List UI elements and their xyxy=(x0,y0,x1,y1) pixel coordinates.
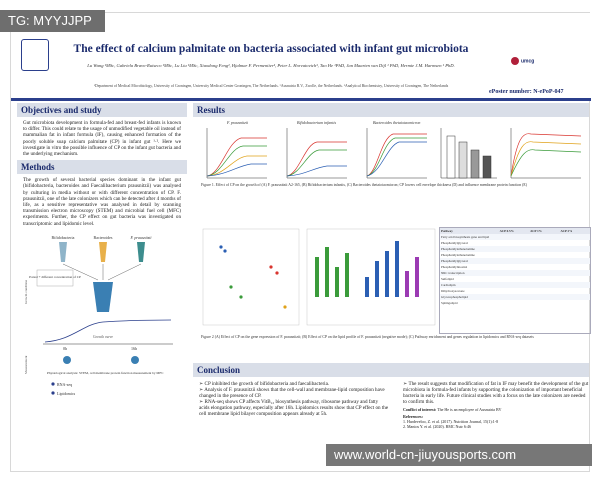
panel-a-title: F. prausnitzii xyxy=(227,120,249,125)
table-header-row xyxy=(440,228,590,234)
poster-authors: Lu Wang ¹MSc, Gabriela Bravo-Ruiseco ¹MSc, Lu Liu ¹MSc, Xiaodong Feng², Hjalmar F. Permentier³, Peter L. Horvatovich³, Tao He ¹PhD, Jan Maarten van Dijl ¹ PhD, Hermie J.M. Harmsen ¹ PhD. xyxy=(87,63,455,68)
panel-c xyxy=(367,120,427,178)
tube-icon xyxy=(137,242,145,262)
results-section xyxy=(193,103,589,117)
conclusion-bullets xyxy=(199,381,389,418)
data-point xyxy=(283,305,286,308)
side-label-measurement: Measurement xyxy=(24,355,28,374)
data-point xyxy=(275,271,278,274)
bullet-dot-icon xyxy=(51,391,54,394)
university-logo-icon xyxy=(21,39,49,71)
bar xyxy=(385,251,389,297)
curve-series xyxy=(511,134,581,176)
poster-affiliations: ¹Department of Medical Microbiology, University of Groningen, University Medical Center Groningen, The Netherlands. ²Ausnutria B.V., Zwolle, the Netherlands. ³Analytical Biochemistry, University of Groningen, The Netherlands xyxy=(93,84,449,88)
pca-plot xyxy=(203,229,299,325)
conclusion-bullet: ➢ CP inhibited the growth of bifidobacteria and faecalibacteria. xyxy=(199,381,330,387)
data-point xyxy=(269,265,272,268)
panel-a xyxy=(207,120,267,178)
flask-icon xyxy=(93,282,113,312)
references xyxy=(403,414,589,429)
curve-series xyxy=(287,142,347,176)
method-label-bifido: Bifidobacteria xyxy=(51,234,75,240)
curve-series xyxy=(287,150,347,176)
bar xyxy=(325,247,329,297)
data-point xyxy=(223,249,226,252)
poster-number: ePoster number: N-ePoP-047 xyxy=(489,89,564,95)
table-header-cell: ΔCP 1% xyxy=(530,229,542,233)
conclusion-bullet: ➢ Analysis of F. prausnitzii shows that the cell-wall and membrane-lipid composition have changed in the presence of CP. xyxy=(199,387,385,400)
conclusion-bullet-text: CP inhibited the growth of bifidobacteria and faecalibacteria. xyxy=(204,381,330,387)
table-row: Fatty acid biosynthesis gene and lipid xyxy=(440,234,590,240)
conclusion-section xyxy=(193,363,589,377)
methods-text: The growth of several bacterial species dominant in the infant gut (bifidobacteria, bacteroides and Faecalibacterium prausnitzii) was analysed by culturing in media without or with different concentration of CP. F. prausnitzii, one of the late colonizers which can be detected after 4 months of life, as a sensitive representative was analysed in detail by scanning transmission electron microscopy (STEM) and microbial fuel cell (MFC) experiments. Further, the CP effect on gut bacteria was investigated on transcriptomic and lipidomic level. xyxy=(23,177,181,227)
umcg-logo-icon xyxy=(511,57,519,65)
bullet-dot-icon xyxy=(51,382,54,385)
curve-series xyxy=(287,166,347,176)
table-row: Phosphatidylglycerol xyxy=(440,258,590,264)
table-header-cell: ΔCP 2% xyxy=(560,229,573,233)
cell-icon xyxy=(131,356,139,364)
results-figure-1 xyxy=(201,118,587,210)
bar xyxy=(459,142,467,178)
conclusion-summary-text: The result suggests that modification of fat in IF may benefit the development of the gut microbiota in formula-fed infants by supporting the colonization of important beneficial bacteria in early life. Future clinical studies with a focus on the late colonizers are needed to confirm this. xyxy=(403,381,589,406)
conclusion-bullet-text: Analysis of F. prausnitzii shows that the cell-wall and membrane-lipid composition have changed in the presence of CP. xyxy=(199,387,385,400)
arrow-line xyxy=(108,264,141,280)
figure-1-caption: Figure 1. Effect of CP on the growth of (A) F. prausnitzii A2-165, (B) Bifidobacterium infantis, (C) Bacteroides thetaiotaomicron; CP lowers cell envelope thickness (D) and influence membrane protein function (E) xyxy=(201,183,528,187)
panel-d xyxy=(441,128,497,178)
panel-b xyxy=(287,120,347,178)
reference-item: 2. Manios Y. et al. (2020). BMC Nutr 6:46 xyxy=(403,424,471,430)
bullet-physiology: Physiological analysis: STEM, cell membrane protein function measurement by MFC xyxy=(47,370,164,375)
conclusion-right xyxy=(403,381,589,429)
method-label-bacteroides: Bacteroides xyxy=(93,234,113,240)
table-row: Phosphatidylglycerol xyxy=(441,241,469,245)
table-header-cell: Pathway xyxy=(441,229,453,233)
growth-curve-label: Growth curve xyxy=(93,334,113,339)
poster xyxy=(10,12,590,472)
umcg-logo xyxy=(511,57,534,65)
left-column xyxy=(17,103,187,404)
website-watermark: www.world-cn-jiuyousports.com xyxy=(326,444,592,466)
panel-b-title: Bifidobacterium infantis xyxy=(297,120,336,125)
conflict-label: Conflict of interest: xyxy=(403,407,437,413)
panel-e xyxy=(511,128,581,178)
bar xyxy=(365,277,369,297)
bar xyxy=(375,261,379,297)
channel-tag: TG: MYYJJPP xyxy=(0,10,105,32)
pathway-table xyxy=(439,227,591,334)
poster-title: The effect of calcium palmitate on bacteria associated with infant gut microbiota xyxy=(73,43,469,55)
curve-series xyxy=(207,138,267,176)
method-box-text: Potted + different concentration of CP xyxy=(29,274,81,279)
conflict-of-interest xyxy=(403,407,589,412)
table-row: Cardiolipin xyxy=(440,282,590,288)
data-point xyxy=(219,245,222,248)
table-row: Phosphatidylethanolamine xyxy=(441,253,475,257)
bar xyxy=(395,241,399,297)
table-row: Sulfolipid xyxy=(441,277,454,281)
conclusion-bullet-text: RNA-seq shows CP affects VitB₁₂ biosynthesis pathway, ribosome pathway and fatty acids elongation pathway, especially after 16h. Lipidomics results show that CP effect on the cell membrane lipid bilayer composition appears already at 5h. xyxy=(199,399,389,418)
bar xyxy=(447,136,455,178)
tube-icon xyxy=(99,242,107,262)
methods-heading: Methods xyxy=(17,160,187,174)
curve-series xyxy=(367,142,427,176)
bullet-rnaseq: RNA-seq xyxy=(57,381,73,387)
table-row: Sphingolipid xyxy=(441,301,458,305)
results-figure-2 xyxy=(201,227,437,327)
table-row: Phosphatidylethanolamine xyxy=(440,246,590,252)
bar xyxy=(405,271,409,297)
tube-icon xyxy=(59,242,67,262)
conclusion-heading: Conclusion xyxy=(193,363,589,377)
reference-item: 1. Hardeveloo, Z. et al. (2017). Nutrition Journal, 15(1):1-8 xyxy=(403,419,499,425)
methods-figure xyxy=(23,232,181,402)
cell-icon xyxy=(63,356,71,364)
table-header-cell: ΔCP 0.5% xyxy=(499,229,514,233)
objectives-text: Gut microbiota development in formula-fed and breast-fed infants is known to differ. This could relate to the usage of unmodified vegetable oil instead of mammalian fat in infant formula (IF), causing enhanced formation of the poorly soluble soap calcium palmitate (CP) in infant gut ¹·². Here we investigate in vitro the possible influence of CP on the infant gut bacteria and the underlying mechanism. xyxy=(23,120,181,158)
methods-diagram xyxy=(23,232,181,402)
conflict-text: The He is an employee of Ausnutria BV xyxy=(437,407,502,413)
bullet-lipidomics: Lipidomics xyxy=(57,390,76,396)
time-0h: 0h xyxy=(63,345,67,351)
objectives-heading: Objectives and study xyxy=(17,103,187,117)
bar xyxy=(335,267,339,297)
conclusion-bullet: ➢ RNA-seq shows CP affects VitB₁₂ biosynthesis pathway, ribosome pathway and fatty acids elongation pathway, especially after 16h. Lipidomics results show that CP effect on the cell membrane lipid bilayer composition appears already at 5h. xyxy=(199,399,389,418)
header-divider xyxy=(11,98,591,101)
curve-series xyxy=(511,142,581,176)
side-label-growth: Growth condition xyxy=(24,279,28,304)
umcg-logo-text: umcg xyxy=(521,58,535,65)
curve-series xyxy=(207,156,267,176)
panel-c-title: Bacteroides thetaiotaomicron xyxy=(373,120,421,125)
results-heading: Results xyxy=(193,103,589,117)
curve-series xyxy=(367,134,427,176)
figure-2-caption: Figure 2 (A) Effect of CP on the gene expression of F. prausnitzii; (B) Effect of CP on the lipid profile of F. prausnitzii (negative mode); (C) Pathway enrichment and genes regulation in lipidomics and RNA-seq datasets xyxy=(201,335,534,339)
time-16h: 16h xyxy=(131,345,137,351)
curve-series xyxy=(511,150,581,176)
data-point xyxy=(229,285,232,288)
data-point xyxy=(239,295,242,298)
conclusion-summary: ➢ The result suggests that modification of fat in IF may benefit the development of the gut microbiota in formula-fed infants by supporting the colonization of important beneficial bacteria in early life. Future clinical studies with a focus on the late colonizers are needed to confirm this. xyxy=(403,381,589,406)
bar xyxy=(345,253,349,297)
bar xyxy=(315,257,319,297)
table-row: Dihydroxyacetone xyxy=(441,289,465,293)
bar xyxy=(483,156,491,178)
bar xyxy=(471,150,479,178)
bar xyxy=(415,257,419,297)
method-label-fprau: F. prausnitzii xyxy=(130,234,152,240)
table-row: NRC transcription xyxy=(440,270,590,276)
curve-series xyxy=(207,146,267,176)
references-label: References: xyxy=(403,414,423,420)
table-row: Glycerophospholipid xyxy=(440,294,590,300)
table-row: Phosphatidylinositol xyxy=(441,265,468,269)
